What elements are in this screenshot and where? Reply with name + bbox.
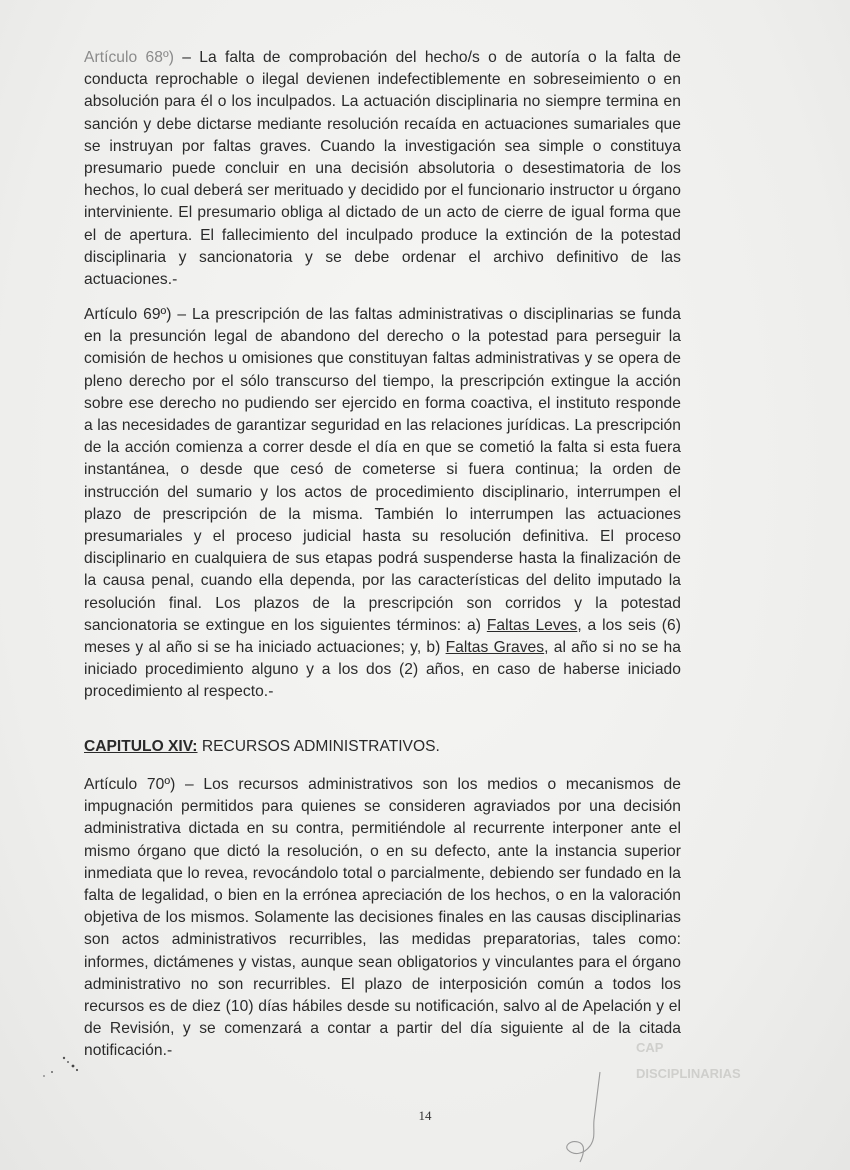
chapter-title: RECURSOS ADMINISTRATIVOS. bbox=[197, 738, 440, 755]
article-69-text-c: , al año si no se ha iniciado procedimiento alguno y a los dos (2) años, en caso de haberse iniciado procedimiento al respecto.- bbox=[84, 639, 682, 701]
chapter-heading bbox=[84, 736, 440, 758]
article-68-label: Artículo 68º) bbox=[84, 49, 174, 66]
article-69-paragraph bbox=[84, 304, 681, 704]
page-number: 14 bbox=[418, 1108, 432, 1123]
article-68-text: – La falta de comprobación del hecho/s o de autoría o la falta de conducta reprochable o ilegal devienen indefectiblemente en sobreseimiento o en absolución para él o los inculpados. La actuación disciplinaria no siempre termina en sanción y debe dictarse mediante resolución recaída en actuaciones sumariales que se instruyan por faltas graves. Cuando la investigación sea simple o constituya presumario puede concluir en una decisión absolutoria o desestimatoria de los hechos, lo cual deberá ser merituado y decidido por el funcionario instructor u órgano interviniente. El presumario obliga al dictado de un acto de cierre de igual forma que el de apertura. El fallecimiento del inculpado produce la extinción de la potestad disciplinaria y sancionatoria y se debe ordenar el archivo definitivo de las actuaciones.- bbox=[84, 49, 681, 289]
faltas-leves-term: Faltas Leves bbox=[486, 616, 578, 634]
article-69-text-a: Artículo 69º) – La prescripción de las faltas administrativas o disciplinarias se funda en la presunción legal de abandono del derecho o la potestad para perseguir la comisión de hechos u omisiones que constituyan faltas administrativas y se opera de pleno derecho por el sólo transcurso del tiempo, la prescripción extingue la acción sobre ese derecho no pudiendo ser ejercido en forma coactiva, el instituto responde a las necesidades de garantizar seguridad en las relaciones jurídicas. La prescripción de la acción comienza a correr desde el día en que se cometió la falta si esta fuera instantánea, o desde que cesó de cometerse si fuera continua; la orden de instrucción del sumario y los actos de procedimiento disciplinario, interrumpen el plazo de prescripción de la misma. También lo interrumpen las actuaciones presumariales y el proceso judicial hasta su resolución definitiva. El proceso disciplinario en cualquiera de sus etapas podrá suspenderse hasta la finalización de la causa penal, cuando ella dependa, por las características del delito imputado la resolución final. Los plazos de la prescripción son corridos y la potestad sancionatoria se extingue en los siguientes términos: a) bbox=[84, 306, 681, 634]
show-through-text-2: DISCIPLINARIAS bbox=[636, 1066, 741, 1081]
scan-specks bbox=[40, 1050, 90, 1090]
faltas-graves-term: Faltas Graves bbox=[445, 639, 545, 657]
chapter-label: CAPITULO XIV: bbox=[84, 738, 198, 755]
show-through-text-1: CAP bbox=[636, 1040, 664, 1055]
article-70-text: Artículo 70º) – Los recursos administrativos son los medios o mecanismos de impugnación permitidos para quienes se consideren agraviados por una decisión administrativa dictada en su contra, permitiéndole al recurrente interponer ante el mismo órgano que dictó la resolución, o en su defecto, ante la instancia superior inmediata que lo revea, revocándolo total o parcialmente, debiendo ser fundado en la falta de legalidad, o bien en la errónea apreciación de los hechos, o en la valoración objetiva de los mismos. Solamente las decisiones finales en las causas disciplinarias son actos administrativos recurribles, las medidas preparatorias, tales como: informes, dictámenes y vistas, aunque sean obligatorios y vinculantes para el órgano administrativo no son recurribles. El plazo de interposición común a todos los recursos es de diez (10) días hábiles desde su notificación, salvo al de Apelación y el de Revisión, y se comenzará a contar a partir del día siguiente al de la citada notificación.- bbox=[84, 776, 681, 1060]
article-68-paragraph bbox=[84, 47, 681, 291]
article-69-text-b: , a los seis (6) meses y al año si se ha iniciado actuaciones; y, b) bbox=[84, 616, 681, 657]
article-70-paragraph bbox=[84, 774, 681, 1063]
